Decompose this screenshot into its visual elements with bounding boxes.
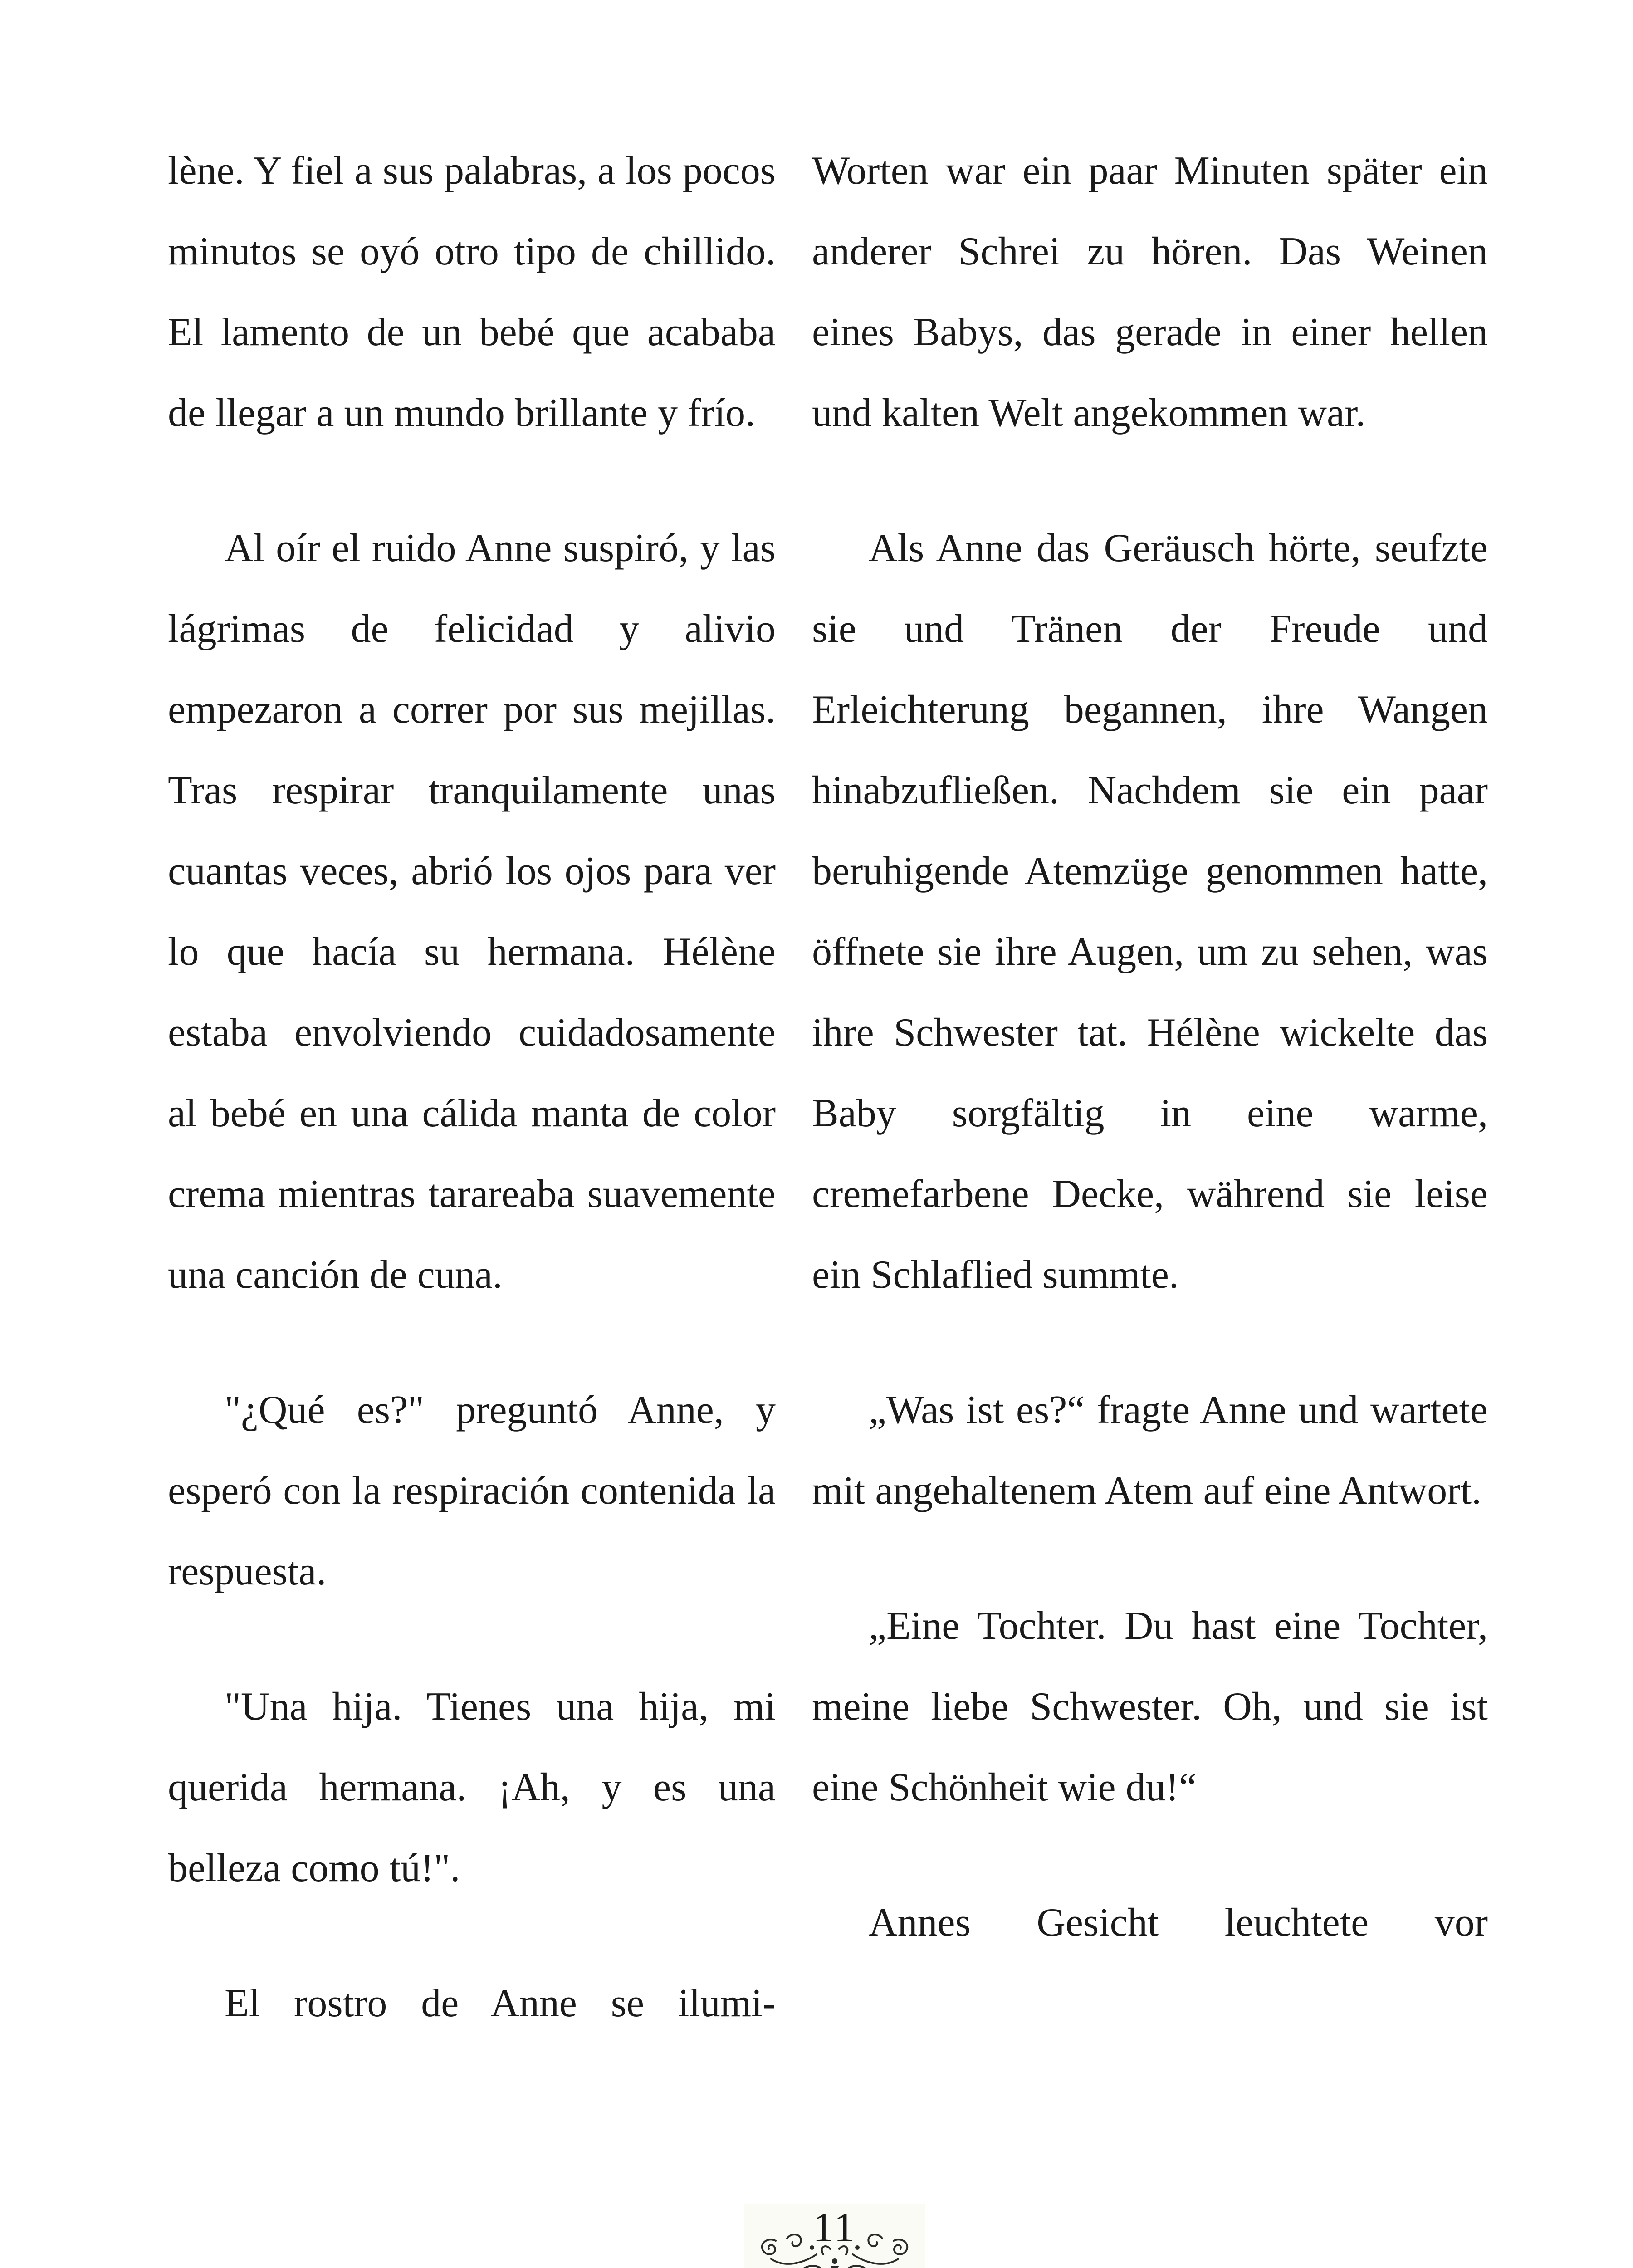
paragraph: Als Anne das Geräusch hörte, seufzte sie und Tränen der Freude und Erleichterung begannen, ihre Wangen hinabzufließen. Nachdem sie ein paar beruhigende Atemzüge genommen hatte, öffnete sie ihre Augen, um zu sehen, was ihre Schwester tat. Hélène wickelte das Baby sorgfältig in eine warme, cremefarbene Decke, während sie leise ein Schlaflied summte. xyxy=(812,526,1488,1297)
paragraph: El rostro de Anne se ilumi- xyxy=(225,1981,776,2025)
page-number: 11 xyxy=(812,2204,857,2250)
paragraph: Annes Gesicht leuchtete vor xyxy=(869,1901,1488,1945)
page-footer xyxy=(744,2204,925,2268)
right-column-german xyxy=(812,131,1488,1963)
paragraph: lène. Y fiel a sus palabras, a los pocos minutos se oyó otro tipo de chillido. El lamento de un bebé que acababa de llegar a un mundo brillante y frío. xyxy=(168,149,776,435)
left-column-spanish xyxy=(168,131,776,2044)
paragraph: Worten war ein paar Minuten später ein anderer Schrei zu hören. Das Weinen eines Babys, das gerade in einer hellen und kalten Welt angekommen war. xyxy=(812,149,1488,435)
paragraph: "Una hija. Tienes una hija, mi querida hermana. ¡Ah, y es una belleza como tú!". xyxy=(168,1685,776,1890)
paragraph: Al oír el ruido Anne suspiró, y las lágrimas de felicidad y alivio empezaron a correr por sus mejillas. Tras respirar tranquilamente unas cuantas veces, abrió los ojos para ver lo que hacía su hermana. Hélène estaba envolviendo cuidadosamente al bebé en una cálida manta de color crema mientras tarareaba suavemente una canción de cuna. xyxy=(168,526,776,1297)
paragraph: „Eine Tochter. Du hast eine Tochter, meine liebe Schwester. Oh, und sie ist eine Schönheit wie du!“ xyxy=(812,1604,1488,1809)
paragraph: „Was ist es?“ fragte Anne und wartete mit angehaltenem Atem auf eine Antwort. xyxy=(812,1388,1488,1513)
paragraph: "¿Qué es?" preguntó Anne, y esperó con la respiración contenida la respuesta. xyxy=(168,1388,776,1593)
